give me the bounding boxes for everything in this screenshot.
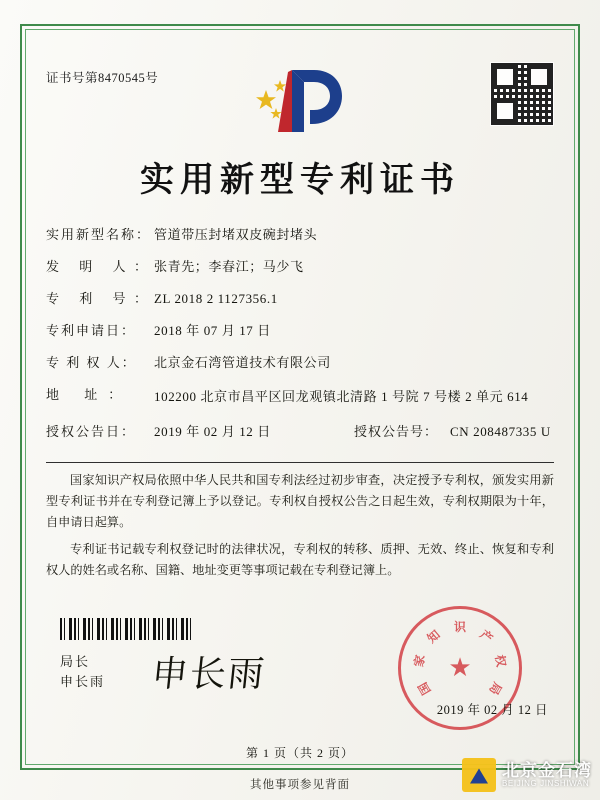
seal-date: 2019 年 02 月 12 日 xyxy=(436,703,548,717)
fields-block xyxy=(46,228,554,457)
company-logo-icon xyxy=(462,758,496,792)
seal-star-icon: ★ xyxy=(448,653,472,682)
field-application-date xyxy=(46,324,554,337)
director-name: 申长雨 xyxy=(60,674,106,690)
qr-code-icon xyxy=(490,62,554,126)
field-label-inventor: 发 明 人： xyxy=(46,259,156,274)
section-divider xyxy=(46,462,554,463)
barcode-icon xyxy=(60,618,192,640)
page-title: 实用新型专利证书 xyxy=(140,162,460,199)
seal-text: 国 家 知 识 产 权 局 xyxy=(411,620,509,699)
field-utility-model-name xyxy=(46,228,554,241)
certificate-number: 证书号第8470545号 xyxy=(46,71,159,85)
watermark-company-en: BEIJING JINSHIWAN xyxy=(502,779,590,789)
page-number: 第 1 页（共 2 页） xyxy=(245,746,354,760)
field-label-apply-date: 专利申请日： xyxy=(46,323,137,338)
field-address xyxy=(46,388,554,406)
field-value-patent-no: ZL 2018 2 1127356.1 xyxy=(154,291,278,306)
field-label-patent-no: 专 利 号： xyxy=(46,291,156,306)
watermark xyxy=(462,758,592,792)
legal-paragraph-1: 国家知识产权局依照中华人民共和国专利法经过初步审查，决定授予专利权，颁发实用新型专利证书并在专利登记簿上予以登记。专利权自授权公告之日起生效，专利权期限为十年，自申请日起算。 xyxy=(46,473,554,529)
field-patent-number xyxy=(46,292,554,305)
field-label-address: 地 址： xyxy=(46,387,133,402)
field-label-holder: 专 利 权 人： xyxy=(46,355,137,370)
field-patent-holder xyxy=(46,356,554,369)
director-label-block xyxy=(60,652,105,692)
field-value-inventor: 张青先；李春江；马少飞 xyxy=(154,259,304,274)
legal-paragraph-2: 专利证书记载专利权登记时的法律状况，专利权的转移、质押、无效、终止、恢复和专利权人的姓名或名称、国籍、地址变更等事项记载在专利登记簿上。 xyxy=(46,541,554,577)
field-value-address: 102200 北京市昌平区回龙观镇北清路 1 号院 7 号楼 2 单元 614 xyxy=(154,389,529,404)
field-label-name: 实用新型名称： xyxy=(46,227,152,242)
field-value-holder: 北京金石湾管道技术有限公司 xyxy=(154,355,331,370)
field-value-announce-no: CN 208487335 U xyxy=(450,423,551,439)
patent-office-logo-icon xyxy=(248,62,352,134)
field-label-announce-no: 授权公告号： xyxy=(354,423,439,439)
director-label: 局长 xyxy=(60,654,91,669)
field-inventor xyxy=(46,260,554,273)
legal-text-block xyxy=(46,470,554,587)
field-label-grant-date: 授权公告日： xyxy=(46,423,137,439)
field-grant-row xyxy=(46,425,554,438)
field-value-apply-date: 2018 年 07 月 17 日 xyxy=(154,323,271,338)
handwritten-signature: 申长雨 xyxy=(149,654,268,694)
footnote: 其他事项参见背面 xyxy=(250,779,350,791)
watermark-company-cn: 北京金石湾 xyxy=(502,760,592,780)
field-value-grant-date: 2019 年 02 月 12 日 xyxy=(154,423,271,439)
field-value-name: 管道带压封堵双皮碗封堵头 xyxy=(154,227,318,242)
